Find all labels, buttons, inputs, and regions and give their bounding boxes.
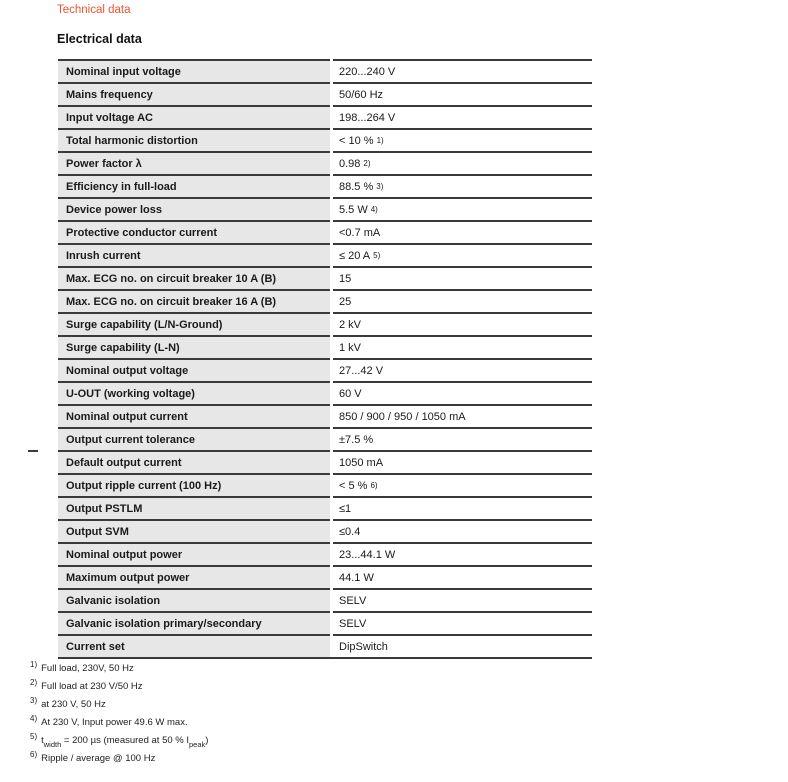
- footnote-segment: Full load, 230V, 50 Hz: [41, 663, 134, 674]
- table-row: [58, 473, 592, 496]
- spec-value: [333, 358, 592, 381]
- spec-value-text: 23...44.1 W: [339, 548, 396, 561]
- spec-label: Output ripple current (100 Hz): [58, 473, 330, 496]
- footnote-number: 1): [30, 660, 38, 669]
- spec-value: < 10 % 1): [333, 128, 592, 151]
- spec-label: Default output current: [58, 450, 330, 473]
- spec-value: [333, 312, 592, 335]
- table-row: [58, 542, 592, 565]
- spec-value: ≤ 20 A 5): [333, 243, 592, 266]
- footnotes-list: [30, 660, 209, 771]
- spec-value-text: 25: [339, 295, 352, 308]
- spec-label: Nominal output current: [58, 404, 330, 427]
- spec-value: [333, 565, 592, 588]
- spec-label: Galvanic isolation primary/secondary: [58, 611, 330, 634]
- spec-value-text: 44.1 W: [339, 571, 374, 584]
- margin-dash-mark: [28, 450, 38, 452]
- table-row: [58, 289, 592, 312]
- spec-value-text: 88.5 %: [339, 180, 374, 193]
- footnote-text: [41, 735, 209, 749]
- spec-value-text: 220...240 V: [339, 65, 396, 78]
- spec-label: Inrush current: [58, 243, 330, 266]
- spec-value-text: 15: [339, 272, 352, 285]
- spec-label: Output PSTLM: [58, 496, 330, 519]
- spec-value: [333, 634, 592, 657]
- footnote: [30, 696, 208, 711]
- footnote-text: [41, 681, 142, 692]
- spec-value: 5.5 W 4): [333, 197, 592, 220]
- spec-value: [333, 59, 592, 82]
- spec-label: Maximum output power: [58, 565, 330, 588]
- footnote-number: 2): [30, 678, 38, 687]
- spec-value-text: ≤0.4: [339, 525, 361, 538]
- spec-label: Output SVM: [58, 519, 330, 542]
- spec-label: Current set: [58, 634, 330, 657]
- spec-value: [333, 220, 592, 243]
- spec-value: [333, 427, 592, 450]
- spec-label: Mains frequency: [58, 82, 330, 105]
- table-row: [58, 450, 592, 473]
- table-row: [58, 519, 592, 542]
- spec-value-text: 50/60 Hz: [339, 88, 384, 101]
- table-bottom-border: [58, 657, 592, 659]
- footnote-segment: Ripple / average @ 100 Hz: [41, 753, 156, 764]
- spec-label: Protective conductor current: [58, 220, 330, 243]
- spec-label: Total harmonic distortion: [58, 128, 330, 151]
- spec-label: Nominal output voltage: [58, 358, 330, 381]
- footnote-number: 5): [30, 732, 38, 741]
- spec-value-text: ±7.5 %: [339, 433, 374, 446]
- spec-label: Input voltage AC: [58, 105, 330, 128]
- table-row: [58, 128, 592, 151]
- table-row: [58, 312, 592, 335]
- table-row: [58, 174, 592, 197]
- footnote-segment: At 230 V, Input power 49.6 W max.: [41, 717, 188, 728]
- footnote-subscript: width: [43, 740, 62, 749]
- spec-value: [333, 519, 592, 542]
- table-row: [58, 404, 592, 427]
- footnote-number: 6): [30, 750, 38, 759]
- footnote: [30, 660, 208, 675]
- table-row: [58, 151, 592, 174]
- spec-label: Power factor λ: [58, 151, 330, 174]
- footnote-number: 3): [30, 696, 38, 705]
- spec-value: [333, 611, 592, 634]
- table-row: [58, 105, 592, 128]
- table-row: [58, 634, 592, 657]
- spec-value-text: DipSwitch: [339, 640, 388, 653]
- footnote-segment: = 200 µs (measured at 50 % I: [61, 735, 190, 746]
- spec-label: Surge capability (L-N): [58, 335, 330, 358]
- table-row: [58, 82, 592, 105]
- footnote-segment: ): [205, 735, 209, 746]
- footnote-text: [41, 699, 106, 710]
- spec-value-text: SELV: [339, 617, 367, 630]
- spec-label: Surge capability (L/N-Ground): [58, 312, 330, 335]
- spec-value-text: 60 V: [339, 387, 362, 400]
- footnote-text: [41, 753, 155, 764]
- spec-label: Device power loss: [58, 197, 330, 220]
- spec-value-text: ≤1: [339, 502, 352, 515]
- table-row: [58, 358, 592, 381]
- table-row: [58, 335, 592, 358]
- spec-label: Nominal input voltage: [58, 59, 330, 82]
- spec-value-text: <0.7 mA: [339, 226, 381, 239]
- spec-value: 88.5 % 3): [333, 174, 592, 197]
- table-row: [58, 59, 592, 82]
- spec-value: [333, 82, 592, 105]
- footnote-subscript: peak: [189, 740, 206, 749]
- footnote: [30, 714, 208, 729]
- spec-value-text: 27...42 V: [339, 364, 384, 377]
- spec-value: < 5 % 6): [333, 473, 592, 496]
- table-row: [58, 220, 592, 243]
- footnote: [30, 732, 209, 749]
- spec-value-text: 0.98: [339, 157, 361, 170]
- table-row: [58, 496, 592, 519]
- spec-value: [333, 105, 592, 128]
- spec-value-text: 198...264 V: [339, 111, 396, 124]
- footnote-segment: Full load at 230 V/50 Hz: [41, 681, 143, 692]
- footnote: [30, 678, 208, 693]
- spec-value: [333, 381, 592, 404]
- spec-value: [333, 404, 592, 427]
- table-row: [58, 427, 592, 450]
- footnote-segment: at 230 V, 50 Hz: [41, 699, 106, 710]
- spec-value-text: 2 kV: [339, 318, 362, 331]
- footnote-text: [41, 663, 134, 674]
- spec-value: [333, 588, 592, 611]
- spec-value-text: < 5 %: [339, 479, 368, 492]
- footnote: [30, 750, 208, 765]
- table-row: [58, 565, 592, 588]
- table-row: [58, 588, 592, 611]
- spec-label: U-OUT (working voltage): [58, 381, 330, 404]
- electrical-data-table: [58, 59, 592, 659]
- spec-value-text: 850 / 900 / 950 / 1050 mA: [339, 410, 466, 423]
- spec-value: [333, 496, 592, 519]
- page-header-technical-data: Technical data: [57, 4, 131, 16]
- spec-value-text: SELV: [339, 594, 367, 607]
- spec-value: [333, 542, 592, 565]
- spec-value: [333, 266, 592, 289]
- footnote-segment: t: [41, 735, 44, 746]
- spec-label: Nominal output power: [58, 542, 330, 565]
- spec-value: [333, 289, 592, 312]
- table-row: [58, 381, 592, 404]
- spec-value-text: 5.5 W: [339, 203, 368, 216]
- spec-label: Max. ECG no. on circuit breaker 10 A (B): [58, 266, 330, 289]
- table-row: [58, 611, 592, 634]
- spec-label: Galvanic isolation: [58, 588, 330, 611]
- spec-value-text: ≤ 20 A: [339, 249, 371, 262]
- table-row: [58, 243, 592, 266]
- spec-label: Max. ECG no. on circuit breaker 16 A (B): [58, 289, 330, 312]
- spec-value-text: 1 kV: [339, 341, 362, 354]
- spec-value: [333, 450, 592, 473]
- spec-label: Efficiency in full-load: [58, 174, 330, 197]
- footnote-text: [41, 717, 187, 728]
- spec-value: 0.98 2): [333, 151, 592, 174]
- section-title: Electrical data: [57, 32, 142, 46]
- table-row: [58, 266, 592, 289]
- spec-value: [333, 335, 592, 358]
- spec-value-text: < 10 %: [339, 134, 374, 147]
- spec-value-text: 1050 mA: [339, 456, 384, 469]
- table-row: [58, 197, 592, 220]
- footnote-number: 4): [30, 714, 38, 723]
- spec-label: Output current tolerance: [58, 427, 330, 450]
